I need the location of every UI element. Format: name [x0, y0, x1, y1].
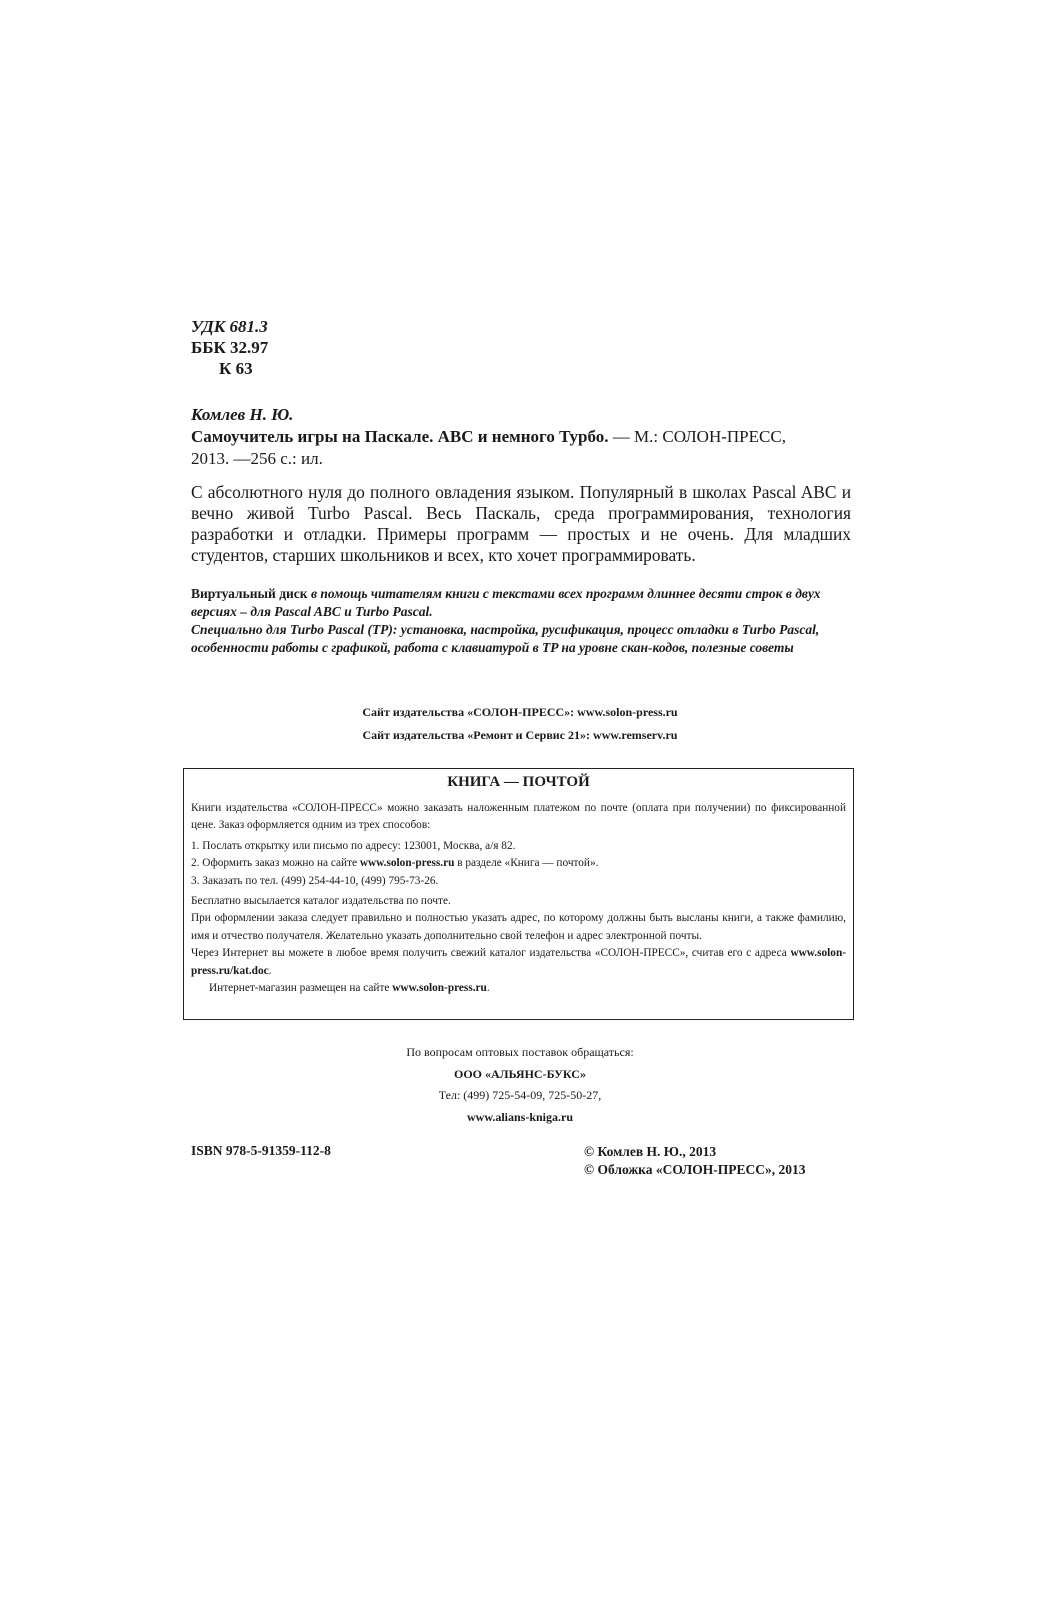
- wholesale-phone: Тел: (499) 725-54-09, 725-50-27,: [438, 1088, 602, 1102]
- online-shop-link: www.solon-press.ru: [392, 982, 487, 995]
- online-shop-text: Интернет-магазин размещен на сайте: [209, 982, 393, 995]
- disk-text-1: в помощь читателям книги с текстами всех программ длиннее десяти строк в двух версиях – для Pascal ABC и Turbo Pascal.: [191, 586, 821, 619]
- order-way-2-suffix: в разделе «Книга — почтой».: [454, 857, 599, 870]
- udk-code: УДК 681.3: [191, 317, 268, 336]
- internet-catalog-note: [191, 945, 846, 980]
- isbn: ISBN 978-5-91359-112-8: [191, 1143, 331, 1158]
- online-shop-suffix: .: [486, 982, 490, 995]
- disk-lead: Виртуальный диск: [191, 586, 308, 601]
- online-shop-note: [191, 980, 846, 997]
- author-name: Комлев Н. Ю.: [191, 405, 294, 424]
- wholesale-intro: По вопросам оптовых поставок обращаться:: [406, 1045, 634, 1059]
- internet-catalog-suffix: .: [268, 964, 272, 977]
- bbk-code: ББК 32.97: [191, 338, 269, 357]
- disk-text-2: Специально для Turbo Pascal (TP): установка, настройка, русификация, процесс отладки в Turbo Pascal, особенности работы с графикой, работа с клавиатурой в TP на уровне скан-кодов, полезные советы: [191, 622, 820, 655]
- virtual-disk-note: [191, 585, 851, 657]
- book-title-line: [191, 426, 851, 448]
- author-mark: К 63: [219, 359, 253, 378]
- imprint-line-2: 2013. —256 с.: ил.: [191, 449, 323, 468]
- mail-order-box: [183, 768, 854, 1020]
- catalog-link: www.solon-press.ru/kat.doc: [191, 947, 846, 977]
- catalog-note: Бесплатно высылается каталог издательства по почте.: [191, 895, 451, 908]
- order-way-3: 3. Заказать по тел. (499) 254-44-10, (499) 795-73-26.: [191, 874, 439, 887]
- solon-site-line: Сайт издательства «СОЛОН-ПРЕСС»: www.solon-press.ru: [362, 705, 678, 719]
- bibliographic-record: [191, 404, 851, 470]
- copyright-author: © Комлев Н. Ю., 2013: [584, 1144, 717, 1159]
- remserv-site-line: Сайт издательства «Ремонт и Сервис 21»: www.remserv.ru: [362, 728, 678, 742]
- book-title: Самоучитель игры на Паскале. ABC и немного Турбо.: [191, 427, 609, 446]
- order-way-2-link: www.solon-press.ru: [359, 857, 455, 870]
- wholesale-site: www.alians-kniga.ru: [466, 1109, 574, 1124]
- mail-order-title: КНИГА — ПОЧТОЙ: [447, 774, 590, 790]
- wholesale-company: ООО «АЛЬЯНС-БУКС»: [454, 1066, 586, 1081]
- order-way-1: 1. Послать открытку или письмо по адресу: 123001, Москва, а/я 82.: [191, 839, 516, 852]
- order-way-2: [191, 855, 846, 872]
- copyright-block: [584, 1143, 805, 1179]
- disk-paragraph-1: [191, 585, 851, 621]
- classification-block: [191, 316, 268, 379]
- address-note: При оформлении заказа следует правильно и полностью указать адрес, по которому должны быть высланы книги, а также фамилию, имя и отчество получателя. Желательно указать дополнительно свой телефон и адрес электронной почты.: [191, 912, 846, 942]
- copyright-cover: © Обложка «СОЛОН-ПРЕСС», 2013: [584, 1162, 806, 1177]
- imprint-line-1: — М.: СОЛОН-ПРЕСС,: [608, 427, 786, 446]
- internet-catalog-text: Через Интернет вы можете в любое время получить свежий каталог издательства «СОЛОН-ПРЕСС», считав его с адреса: [191, 947, 791, 960]
- annotation: С абсолютного нуля до полного овладения языком. Популярный в школах Pascal ABC и вечно живой Turbo Pascal. Весь Паскаль, среда программирования, технология разработки и отладки. Примеры программ — простых и не очень. Для младших студентов, старших школьников и всех, кто хочет программировать.: [191, 482, 851, 565]
- wholesale-contacts: [0, 1042, 1040, 1128]
- mail-order-intro: Книги издательства «СОЛОН-ПРЕСС» можно заказать наложенным платежом по почте (оплата при получении) по фиксированной цене. Заказ оформляется одним из трех способов:: [191, 802, 846, 832]
- order-way-2-text: 2. Оформить заказ можно на сайте: [191, 857, 360, 870]
